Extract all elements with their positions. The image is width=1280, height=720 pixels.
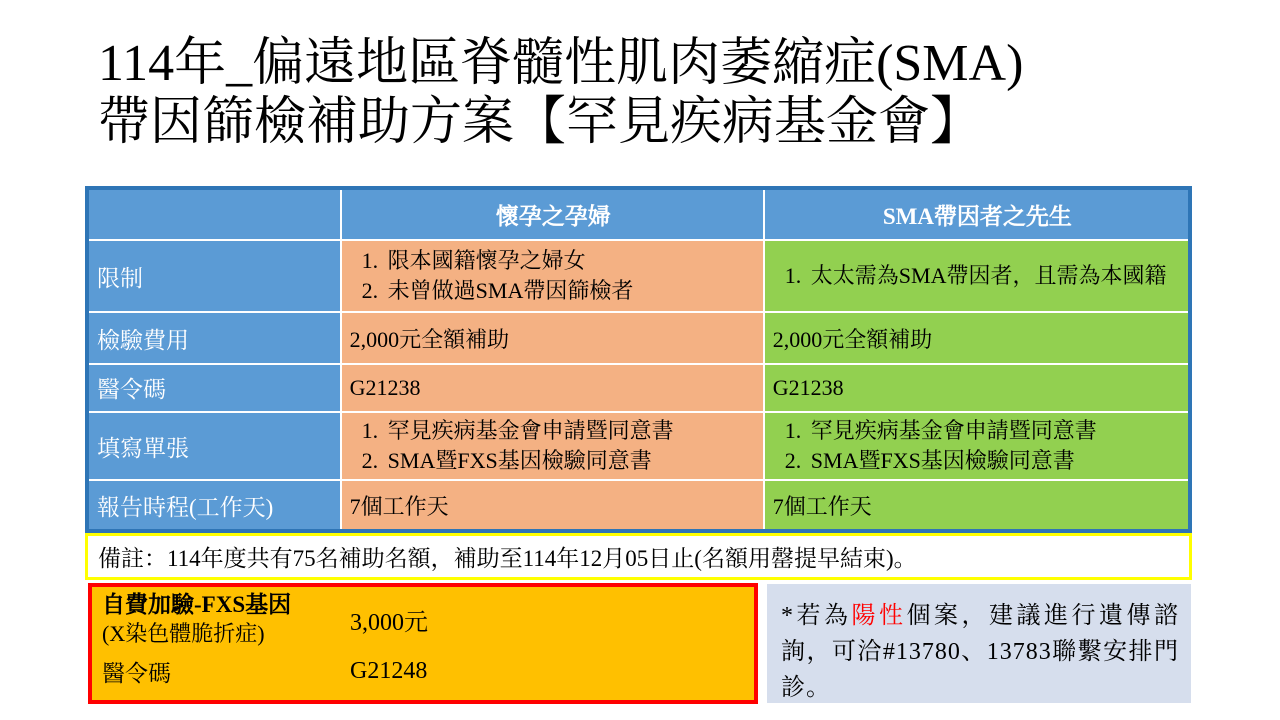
cell-forms-pregnant xyxy=(341,412,764,480)
cell-forms-husband xyxy=(764,412,1188,480)
slide-title-line2: 帶因篩檢補助方案【罕見疾病基金會】 xyxy=(98,94,983,152)
selfpay-code-label: 醫令碼 xyxy=(102,661,171,687)
slide-title xyxy=(98,34,1208,153)
positive-note-suffix: 個案，建議進行遺傳諮詢，可洽#13780、13783聯繫安排門診。 xyxy=(781,603,1179,701)
positive-note-prefix: *若為 xyxy=(781,603,852,629)
selfpay-price: 3,000元 xyxy=(350,609,428,636)
table-row-forms xyxy=(89,412,1188,480)
list-item: 1. 太太需為SMA帶因者，且需為本國籍 xyxy=(807,261,1182,291)
table-header-husband: SMA帶因者之先生 xyxy=(764,190,1188,240)
row-label-turnaround: 報告時程(工作天) xyxy=(89,480,341,529)
slide-title-line1: 114年_偏遠地區脊髓性肌肉萎縮症(SMA) xyxy=(98,35,1024,92)
list-item: 2. 未曾做過SMA帶因篩檢者 xyxy=(384,276,757,306)
table-row-fee xyxy=(89,312,1188,364)
cell-turnaround-husband: 7個工作天 xyxy=(764,480,1188,529)
selfpay-addon-box xyxy=(88,583,758,704)
cell-code-husband: G21238 xyxy=(764,364,1188,412)
list-item: 1. 限本國籍懷孕之婦女 xyxy=(384,246,757,276)
row-label-restriction: 限制 xyxy=(89,240,341,313)
table-row-code xyxy=(89,364,1188,412)
table-header-empty xyxy=(89,190,341,240)
row-label-code: 醫令碼 xyxy=(89,364,341,412)
selfpay-code: G21248 xyxy=(350,658,428,685)
selfpay-title-block xyxy=(102,591,350,647)
list-item: 2. SMA暨FXS基因檢驗同意書 xyxy=(807,446,1182,476)
selfpay-title: 自費加驗-FXS基因 xyxy=(102,592,292,617)
quota-note-text: 備註：114年度共有75名補助名額，補助至114年12月05日止(名額用罄提早結束)。 xyxy=(98,546,917,571)
list-item: 1. 罕見疾病基金會申請暨同意書 xyxy=(807,416,1182,446)
list-item: 1. 罕見疾病基金會申請暨同意書 xyxy=(384,416,757,446)
cell-turnaround-pregnant: 7個工作天 xyxy=(341,480,764,529)
positive-case-note-box xyxy=(767,584,1191,703)
cell-fee-husband: 2,000元全額補助 xyxy=(764,312,1188,364)
row-label-fee: 檢驗費用 xyxy=(89,312,341,364)
positive-note-highlight: 陽性 xyxy=(851,603,907,629)
cell-restriction-pregnant xyxy=(341,240,764,313)
cell-code-pregnant: G21238 xyxy=(341,364,764,412)
row-label-forms: 填寫單張 xyxy=(89,412,341,480)
table-header-row xyxy=(89,190,1188,240)
list-item: 2. SMA暨FXS基因檢驗同意書 xyxy=(384,446,757,476)
table-row-turnaround xyxy=(89,480,1188,529)
cell-restriction-husband xyxy=(764,240,1188,313)
selfpay-subtitle: (X染色體脆折症) xyxy=(102,620,265,646)
table-row-restriction xyxy=(89,240,1188,313)
cell-fee-pregnant: 2,000元全額補助 xyxy=(341,312,764,364)
program-table xyxy=(85,186,1192,533)
quota-note-box xyxy=(85,533,1192,580)
table-header-pregnant: 懷孕之孕婦 xyxy=(341,190,764,240)
